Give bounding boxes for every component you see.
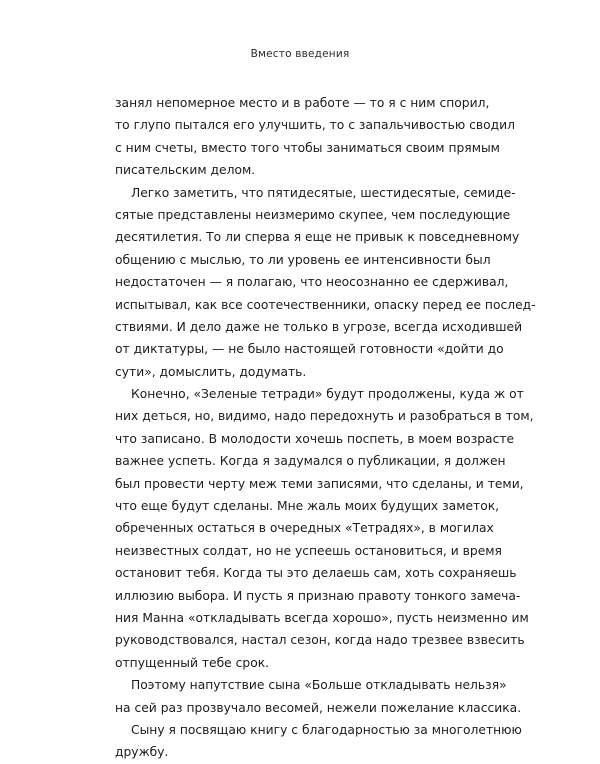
text-line: остановит тебя. Когда ты это делаешь сам, хоть сохраняешь <box>115 566 517 581</box>
paragraph <box>115 182 536 384</box>
text-line: десятилетия. То ли сперва я еще не привык к повседневному <box>115 230 520 245</box>
text-line: что записано. В молодости хочешь поспеть, в моем возрасте <box>115 431 515 446</box>
text-line: недостаточен — я полагаю, что неосознанно ее сдерживал, <box>115 275 509 290</box>
text-line: важнее успеть. Когда я задумался о публикации, я должен <box>115 454 506 469</box>
text-line: Сыну я посвящаю книгу с благодарностью за многолетнюю <box>131 722 522 737</box>
paragraph <box>115 92 516 182</box>
text-line: Легко заметить, что пятидесятые, шестидесятые, семиде- <box>131 185 516 200</box>
text-line: них деться, но, видимо, надо передохнуть и разобраться в том, <box>115 409 534 424</box>
running-head: Вместо введения <box>250 48 350 60</box>
text-line: на сей раз прозвучало весомей, нежели пожелание классика. <box>115 700 522 715</box>
text-line: ствиями. И дело даже не только в угрозе, всегда исходившей <box>115 319 523 334</box>
text-line: руководствовался, настал сезон, когда надо трезвее взвесить <box>115 633 525 648</box>
paragraph <box>115 674 522 719</box>
text-line: что еще будут сделаны. Мне жаль моих будущих заметок, <box>115 499 500 514</box>
text-line: с ним счеты, вместо того чтобы заниматься своим прямым <box>115 140 500 155</box>
text-line: занял непомерное место и в работе — то я с ним спорил, <box>115 96 490 110</box>
text-line: неизвестных солдат, но не успеешь остановиться, и время <box>115 543 502 558</box>
text-line: то глупо пытался его улучшить, то с запальчивостью сводил <box>115 118 516 133</box>
text-line: общению с мыслью, то ли уровень ее интенсивности был <box>115 252 491 267</box>
text-line: был провести черту меж теми записями, что сделаны, и теми, <box>115 476 524 491</box>
body-text <box>115 92 536 764</box>
text-line: иллюзию выбора. И пусть я признаю правоту тонкого замеча- <box>115 588 521 603</box>
text-line: обреченных остаться в очередных «Тетрадях», в могилах <box>115 521 494 536</box>
text-line: от диктатуры, — не было настоящей готовности «дойти до <box>115 342 504 357</box>
text-line: испытывал, как все соотечественники, опаску перед ее послед- <box>115 297 536 312</box>
text-line: отпущенный тебе срок. <box>115 655 270 670</box>
text-line: писательским делом. <box>115 163 256 178</box>
text-line: ния Манна «откладывать всегда хорошо», пусть неизменно им <box>115 610 529 625</box>
text-line: Конечно, «Зеленые тетради» будут продолжены, куда ж от <box>131 387 524 402</box>
paragraph <box>115 383 534 674</box>
text-line: Поэтому напутствие сына «Больше откладывать нельзя» <box>131 678 507 693</box>
text-line: сути», домыслить, додумать. <box>115 364 307 379</box>
paragraph <box>115 719 522 764</box>
text-line: дружбу. <box>115 745 169 760</box>
text-line: сятые представлены неизмеримо скупее, чем последующие <box>115 207 511 222</box>
